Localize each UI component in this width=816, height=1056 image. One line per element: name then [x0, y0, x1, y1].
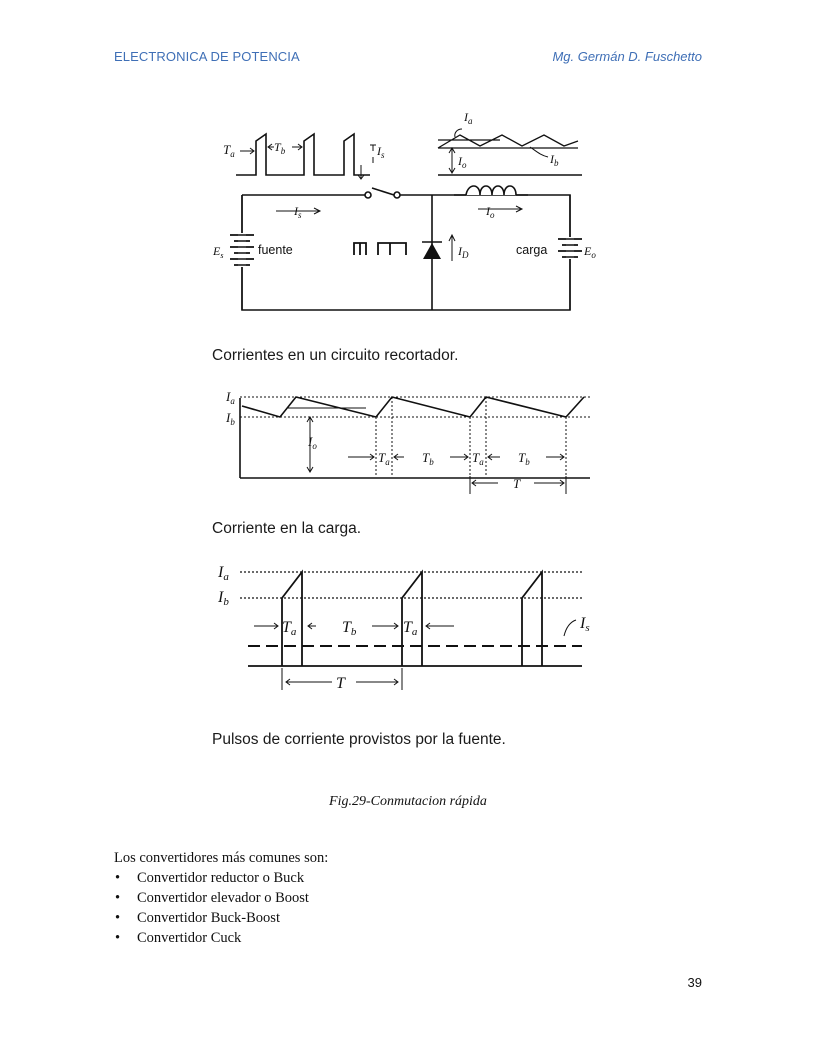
header-author: Mg. Germán D. Fuschetto: [552, 49, 702, 64]
label-io: $I_o$: [308, 434, 317, 451]
label-ta1: Ta: [282, 619, 297, 638]
label-tb2: $T_b$: [518, 450, 530, 467]
switch-contact-a: [365, 192, 371, 198]
label-t: T: [336, 675, 345, 692]
inductor: [466, 186, 516, 195]
chopped-waveform: [354, 243, 406, 255]
list-item: • Convertidor elevador o Boost: [114, 888, 328, 908]
load-current-chart: [218, 384, 598, 499]
list-item: • Convertidor Buck-Boost: [114, 908, 328, 928]
label-ta2: Ta: [403, 619, 418, 638]
label-io-top: $I_o$: [458, 154, 467, 170]
label-eo: $E_o$: [584, 244, 596, 260]
circuit-svg: [210, 105, 610, 315]
caption-source: Pulsos de corriente provistos por la fuente.: [212, 731, 506, 748]
label-ta2: $T_a$: [472, 450, 484, 467]
label-tb1: $T_b$: [422, 450, 434, 467]
label-is: Is: [580, 615, 590, 634]
label-ib: $I_b$: [550, 152, 559, 168]
diode: [423, 243, 441, 259]
caption-load: Corriente en la carga.: [212, 520, 362, 537]
label-ia: $I_a$: [464, 110, 473, 126]
label-ia: Ia: [218, 564, 229, 583]
label-is-top: $I_s$: [377, 144, 385, 160]
figure-title: Fig.29-Conmutacion rápida: [329, 794, 487, 809]
source-pulses-chart: [212, 558, 602, 698]
circuit-diagram: [210, 105, 610, 315]
caption-circuit: Corrientes en un circuito recortador.: [212, 347, 459, 364]
header-title: ELECTRONICA DE POTENCIA: [114, 49, 300, 64]
load-current-trace: [242, 397, 584, 417]
source-pulse-trace: [282, 572, 542, 666]
label-tb: Tb: [342, 619, 357, 638]
label-ib: $I_b$: [226, 410, 235, 427]
list-item: • Convertidor Cuck: [114, 928, 328, 948]
label-is-circuit: $I_s$: [294, 204, 302, 220]
label-ib: Ib: [218, 589, 229, 608]
label-t: T: [513, 476, 521, 491]
label-ia: $I_a$: [226, 389, 235, 406]
label-io-circuit: $I_o$: [486, 204, 495, 220]
label-tb: $T_b$: [274, 140, 286, 156]
page-number: 39: [687, 975, 702, 990]
converters-list: [114, 868, 328, 948]
label-ta: $T_a$: [223, 142, 235, 159]
source-pulse-waveform: [236, 134, 370, 175]
load-current-waveform: [438, 135, 578, 148]
label-fuente: fuente: [258, 243, 293, 257]
switch-contact-b: [394, 192, 400, 198]
label-ta1: $T_a$: [378, 450, 390, 467]
list-item: • Convertidor reductor o Buck: [114, 868, 328, 888]
converters-section: [114, 848, 328, 948]
intro-text: Los convertidores más comunes son:: [114, 850, 329, 866]
label-carga: carga: [516, 243, 548, 257]
label-id: $I_D$: [458, 244, 469, 260]
label-es: $E_s$: [213, 244, 224, 260]
